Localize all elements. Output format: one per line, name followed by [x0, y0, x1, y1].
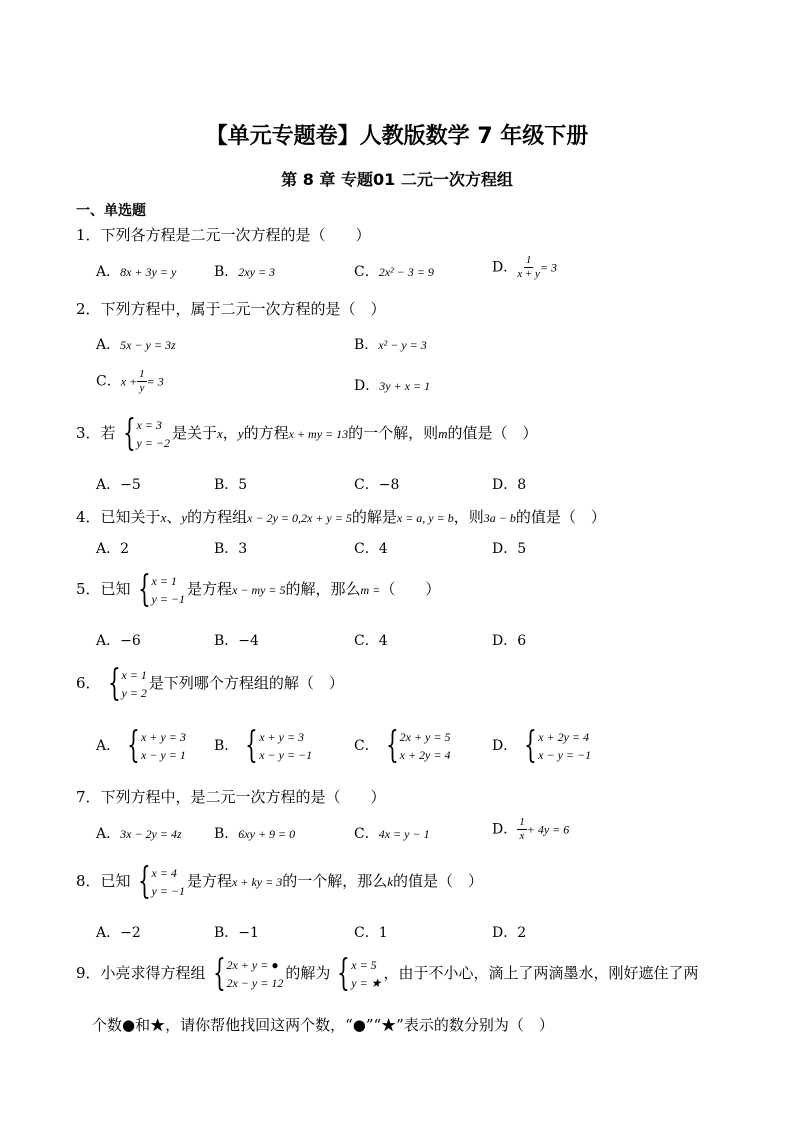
q1-option-a[interactable]: A．8x + 3y = y [96, 264, 177, 280]
question-8: 8．已知 { x = 4 y = −1 是方程x + ky = 3的一个解，那么k的值是（ ） [76, 861, 484, 902]
q3-option-d[interactable]: D．8 [492, 477, 527, 493]
question-9-line-2: 个数●和★，请你帮他找回这两个数，“●”“★”表示的数分别为（ ） [92, 1016, 554, 1034]
q4-option-b[interactable]: B．3 [214, 541, 248, 557]
q6-option-c[interactable]: C． { 2x + y = 5 x + 2y = 4 [354, 725, 451, 766]
q3-option-a[interactable]: A．−5 [96, 477, 141, 493]
worksheet-title: 【单元专题卷】人教版数学 7 年级下册 [205, 124, 589, 149]
q8-option-d[interactable]: D．2 [492, 925, 527, 941]
q5-option-d[interactable]: D．6 [492, 633, 527, 649]
q2-option-b[interactable]: B．x² − y = 3 [354, 337, 427, 353]
question-6: 6． { x = 1 y = 2 是下列哪个方程组的解（ ） [76, 663, 344, 704]
q8-option-b[interactable]: B．−1 [214, 925, 259, 941]
question-2: 2．下列方程中，属于二元一次方程的是（ ） [76, 300, 386, 318]
q1-option-c[interactable]: C．2x² − 3 = 9 [354, 264, 434, 280]
q7-option-d[interactable]: D． $\frac{1}{x}$ + 4y = 6 [492, 816, 570, 842]
q6-option-b[interactable]: B． { x + y = 3 x − y = −1 [214, 725, 313, 766]
q1-option-d[interactable]: D． $\frac{1}{x + y}$ = 3 [492, 254, 558, 280]
question-7: 7．下列方程中，是二元一次方程的是（ ） [76, 788, 386, 806]
section-heading: 一、单选题 [76, 203, 146, 219]
question-1: 1．下列各方程是二元一次方程的是（ ） [76, 226, 371, 244]
q8-option-a[interactable]: A．−2 [96, 925, 141, 941]
q2-option-d[interactable]: D．3y + x = 1 [354, 378, 431, 394]
question-4: 4．已知关于x、y的方程组x − 2y = 0,2x + y = 5的解是x = a, y = b，则3a − b的值是（ ） [76, 508, 606, 526]
question-9: 9．小亮求得方程组 { 2x + y = ● 2x − y = 12 的解为 { x = 5 y = ★ ，由于不小心，滴上了两滴墨水，刚好遮住了两 [76, 953, 699, 994]
question-3: 3．若 { x = 3 y = −2 是关于x，y的方程x + my = 13的一个解，则m的值是（ ） [76, 413, 538, 454]
q7-option-a[interactable]: A．3x − 2y = 4z [96, 826, 182, 842]
chapter-subtitle: 第 8 章 专题01 二元一次方程组 [281, 170, 513, 189]
q3-option-b[interactable]: B．5 [214, 477, 248, 493]
q5-option-a[interactable]: A．−6 [96, 633, 141, 649]
q5-option-c[interactable]: C．4 [354, 633, 388, 649]
q6-option-d[interactable]: D． { x + 2y = 4 x − y = −1 [492, 725, 592, 766]
q2-option-a[interactable]: A．5x − y = 3z [96, 337, 176, 353]
q3-option-c[interactable]: C．−8 [354, 477, 400, 493]
q2-option-c[interactable]: C．x + $\frac{1}{y}$ = 3 [96, 368, 164, 394]
q4-option-a[interactable]: A．2 [96, 541, 130, 557]
question-5: 5．已知 { x = 1 y = −1 是方程x − my = 5的解，那么m =（ ） [76, 569, 441, 610]
q4-option-c[interactable]: C．4 [354, 541, 388, 557]
q7-option-c[interactable]: C．4x = y − 1 [354, 826, 430, 842]
q4-option-d[interactable]: D．5 [492, 541, 527, 557]
q5-option-b[interactable]: B．−4 [214, 633, 259, 649]
q6-option-a[interactable]: A． { x + y = 3 x − y = 1 [96, 725, 186, 766]
q8-option-c[interactable]: C．1 [354, 925, 388, 941]
q7-option-b[interactable]: B．6xy + 9 = 0 [214, 826, 296, 842]
q1-option-b[interactable]: B．2xy = 3 [214, 264, 276, 280]
